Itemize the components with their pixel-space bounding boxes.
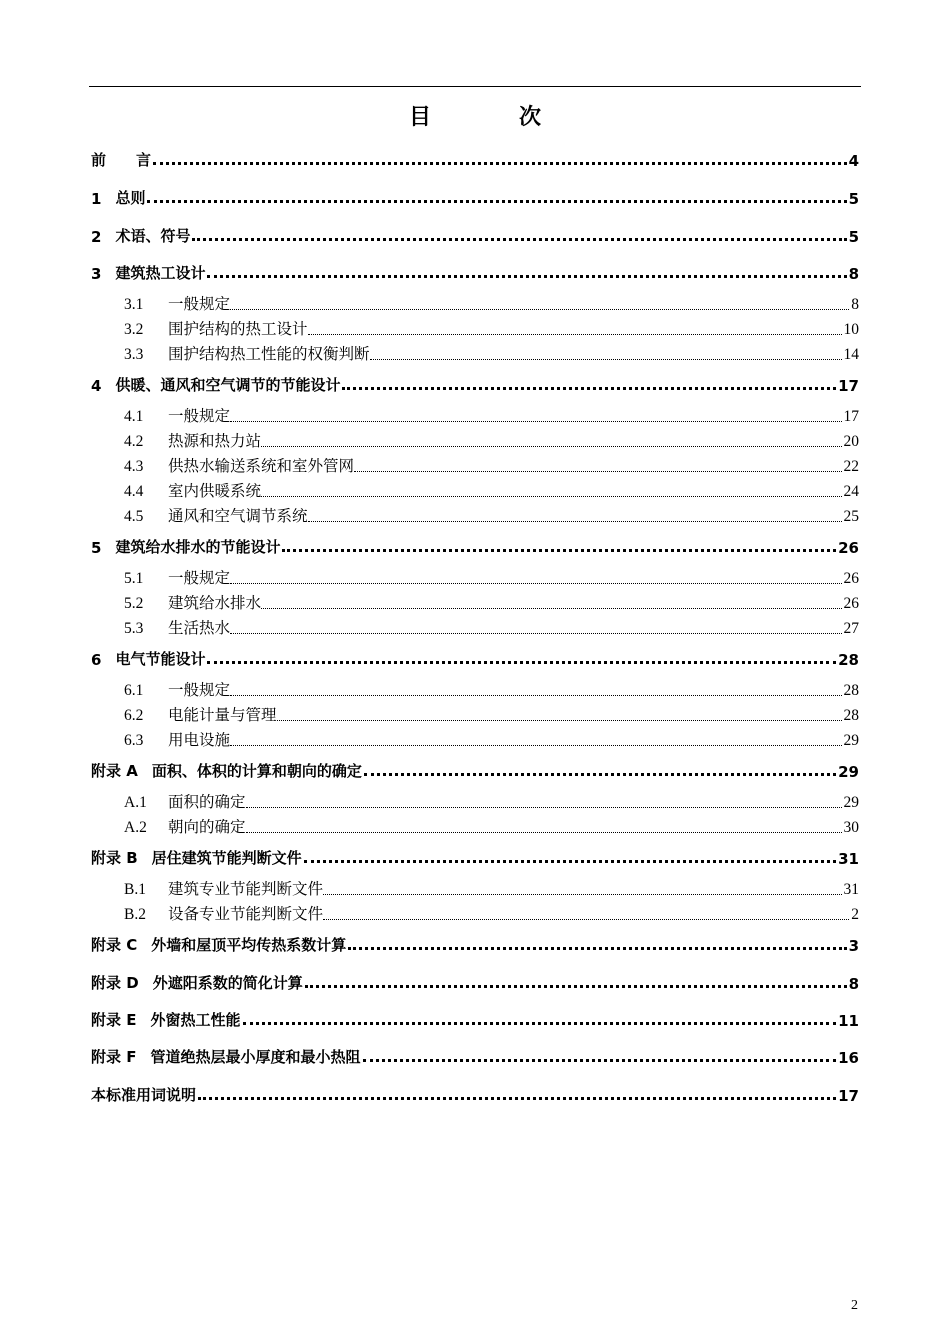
toc-entry-label: 总则 <box>115 189 146 207</box>
toc-entry-label: 管道绝热层最小厚度和最小热阻 <box>150 1048 361 1066</box>
toc-entry-number: B.1 <box>124 881 146 898</box>
toc-dot-leader <box>370 355 842 360</box>
toc-entry-page: 5 <box>848 228 859 246</box>
toc-dot-leader <box>354 467 841 472</box>
toc-entry-number: 4.5 <box>124 508 144 525</box>
toc-section-entry[interactable] <box>91 342 859 364</box>
toc-section-entry[interactable] <box>91 591 859 613</box>
toc-section-entry[interactable] <box>91 504 859 526</box>
toc-entry-number: 附录 C <box>91 936 138 954</box>
toc-dot-leader <box>230 629 841 634</box>
toc-dot-leader <box>147 196 846 203</box>
toc-entry-label: 建筑给水排水 <box>168 595 262 612</box>
toc-entry-page: 20 <box>843 433 859 450</box>
toc-dot-leader <box>323 915 849 920</box>
toc-entry-page: 11 <box>838 1012 859 1030</box>
toc-entry-number: 附录 B <box>91 849 138 867</box>
toc-section-entry[interactable] <box>91 815 859 837</box>
toc-entry-page: 30 <box>843 819 859 836</box>
toc-dot-leader <box>261 492 841 497</box>
toc-entry-page: 26 <box>843 570 859 587</box>
toc-entry-page: 2 <box>851 906 859 923</box>
toc-entry-label: 围护结构热工性能的权衡判断 <box>168 346 370 363</box>
toc-chapter-entry[interactable] <box>91 1045 859 1067</box>
toc-entry-label: 室内供暖系统 <box>168 483 262 500</box>
page-number: 2 <box>851 1298 858 1313</box>
toc-section-entry[interactable] <box>91 479 859 501</box>
toc-entry-number: A.2 <box>124 819 147 836</box>
toc-entry-page: 24 <box>843 483 859 500</box>
toc-dot-leader <box>261 604 841 609</box>
toc-entry-label: 通风和空气调节系统 <box>168 508 308 525</box>
page-title: 目 次 <box>408 105 574 130</box>
header-rule <box>89 86 861 87</box>
toc-chapter-entry[interactable] <box>91 224 859 246</box>
toc-section-entry[interactable] <box>91 790 859 812</box>
toc-dot-leader <box>207 657 836 664</box>
toc-dot-leader <box>261 442 841 447</box>
toc-entry-page: 5 <box>848 190 859 208</box>
toc-entry-page: 17 <box>843 408 859 425</box>
toc-entry-label: 一般规定 <box>168 682 231 699</box>
toc-entry-page: 22 <box>843 458 859 475</box>
toc-entry-page: 14 <box>843 346 859 363</box>
toc-entry-number: 6.1 <box>124 682 144 699</box>
toc-entry-label: 外遮阳系数的简化计算 <box>152 974 303 992</box>
toc-entry-number: A.1 <box>124 794 147 811</box>
toc-chapter-entry[interactable] <box>91 759 859 781</box>
toc-entry-page: 10 <box>843 321 859 338</box>
toc-dot-leader <box>230 691 841 696</box>
toc-entry-number: 6 <box>91 651 102 669</box>
toc-entry-label: 电能计量与管理 <box>168 707 277 724</box>
toc-dot-leader <box>230 305 849 310</box>
toc-entry-page: 28 <box>843 707 859 724</box>
toc-dot-leader <box>207 271 846 278</box>
toc-entry-label: 朝向的确定 <box>168 819 246 836</box>
toc-entry-label: 外墙和屋顶平均传热系数计算 <box>151 936 347 954</box>
toc-dot-leader <box>243 1018 837 1025</box>
toc-entry-page: 31 <box>843 881 859 898</box>
toc-entry-number: 3 <box>91 265 102 283</box>
toc-chapter-entry[interactable] <box>91 535 859 557</box>
toc-entry-number: 4.4 <box>124 483 144 500</box>
toc-entry-number: 5.3 <box>124 620 144 637</box>
toc-section-entry[interactable] <box>91 429 859 451</box>
toc-section-entry[interactable] <box>91 317 859 339</box>
toc-chapter-entry[interactable] <box>91 148 859 170</box>
toc-entry-page: 29 <box>843 732 859 749</box>
toc-section-entry[interactable] <box>91 454 859 476</box>
toc-dot-leader <box>308 517 842 522</box>
toc-entry-number: 附录 A <box>91 762 138 780</box>
toc-section-entry[interactable] <box>91 703 859 725</box>
toc-dot-leader <box>230 741 841 746</box>
toc-chapter-entry[interactable] <box>91 1083 859 1105</box>
toc-entry-label: 一般规定 <box>168 296 231 313</box>
toc-entry-page: 8 <box>848 975 859 993</box>
toc-dot-leader <box>363 1055 837 1062</box>
toc-dot-leader <box>364 769 836 776</box>
toc-section-entry[interactable] <box>91 404 859 426</box>
toc-dot-leader <box>308 330 842 335</box>
toc-entry-label: 供暖、通风和空气调节的节能设计 <box>115 376 341 394</box>
toc-entry-number: 6.2 <box>124 707 144 724</box>
toc-dot-leader <box>342 383 836 390</box>
toc-section-entry[interactable] <box>91 292 859 314</box>
toc-entry-label: 本标准用词说明 <box>91 1086 197 1104</box>
toc-entry-number: 2 <box>91 228 102 246</box>
toc-entry-number: 3.1 <box>124 296 144 313</box>
toc-entry-page: 27 <box>843 620 859 637</box>
toc-dot-leader <box>282 545 836 552</box>
toc-chapter-entry[interactable] <box>91 846 859 868</box>
toc-entry-page: 29 <box>843 794 859 811</box>
toc-entry-page: 28 <box>843 682 859 699</box>
toc-entry-number: 4 <box>91 377 102 395</box>
toc-entry-number: 5 <box>91 539 102 557</box>
toc-chapter-entry[interactable] <box>91 261 859 283</box>
toc-dot-leader <box>304 856 836 863</box>
toc-dot-leader <box>305 981 847 988</box>
toc-entry-page: 26 <box>843 595 859 612</box>
toc-entry-label: 设备专业节能判断文件 <box>168 906 324 923</box>
toc-entry-label: 外窗热工性能 <box>150 1011 241 1029</box>
toc-entry-number: 4.3 <box>124 458 144 475</box>
toc-dot-leader <box>153 158 847 165</box>
toc-chapter-entry[interactable] <box>91 933 859 955</box>
toc-entry-label: 生活热水 <box>168 620 231 637</box>
toc-section-entry[interactable] <box>91 678 859 700</box>
toc-entry-page: 3 <box>848 937 859 955</box>
toc-entry-page: 8 <box>848 265 859 283</box>
toc-entry-number: 6.3 <box>124 732 144 749</box>
toc-entry-label: 面积的确定 <box>168 794 246 811</box>
toc-entry-label: 围护结构的热工设计 <box>168 321 308 338</box>
toc-entry-label: 建筑给水排水的节能设计 <box>115 538 281 556</box>
toc-chapter-entry[interactable] <box>91 1008 859 1030</box>
toc-entry-label: 建筑热工设计 <box>115 264 206 282</box>
toc-dot-leader <box>246 803 842 808</box>
toc-entry-number: 5.2 <box>124 595 144 612</box>
toc-entry-number: 附录 E <box>91 1011 137 1029</box>
toc-entry-page: 17 <box>838 377 859 395</box>
toc-entry-label: 供热水输送系统和室外管网 <box>168 458 355 475</box>
toc-chapter-entry[interactable] <box>91 971 859 993</box>
toc-entry-number: B.2 <box>124 906 146 923</box>
toc-chapter-entry[interactable] <box>91 647 859 669</box>
toc-entry-label: 建筑专业节能判断文件 <box>168 881 324 898</box>
toc-entry-label: 一般规定 <box>168 570 231 587</box>
toc-entry-label: 用电设施 <box>168 732 231 749</box>
toc-dot-leader <box>348 943 846 950</box>
toc-entry-number: 3.3 <box>124 346 144 363</box>
toc-dot-leader <box>198 1093 836 1100</box>
toc-entry-label: 热源和热力站 <box>168 433 262 450</box>
toc-dot-leader <box>230 579 841 584</box>
toc-dot-leader <box>277 716 842 721</box>
toc-entry-label: 术语、符号 <box>115 227 191 245</box>
toc-entry-number: 4.1 <box>124 408 144 425</box>
toc-entry-page: 29 <box>838 763 859 781</box>
toc-dot-leader <box>246 828 842 833</box>
toc-entry-label: 电气节能设计 <box>115 650 206 668</box>
toc-entry-number: 4.2 <box>124 433 144 450</box>
toc-entry-label: 居住建筑节能判断文件 <box>151 849 302 867</box>
toc-entry-number: 3.2 <box>124 321 144 338</box>
toc-entry-page: 16 <box>838 1049 859 1067</box>
toc-chapter-entry[interactable] <box>91 373 859 395</box>
toc-section-entry[interactable] <box>91 728 859 750</box>
toc-entry-label: 面积、体积的计算和朝向的确定 <box>151 762 362 780</box>
toc-section-entry[interactable] <box>91 566 859 588</box>
toc-entry-page: 26 <box>838 539 859 557</box>
toc-entry-page: 25 <box>843 508 859 525</box>
toc-section-entry[interactable] <box>91 902 859 924</box>
toc-entry-number: 5.1 <box>124 570 144 587</box>
toc-entry-number: 附录 F <box>91 1048 137 1066</box>
toc-chapter-entry[interactable] <box>91 186 859 208</box>
toc-entry-label: 一般规定 <box>168 408 231 425</box>
toc-entry-page: 8 <box>851 296 859 313</box>
toc-section-entry[interactable] <box>91 877 859 899</box>
toc-dot-leader <box>192 234 846 241</box>
toc-entry-number: 1 <box>91 190 102 208</box>
toc-entry-number: 附录 D <box>91 974 139 992</box>
toc-entry-page: 4 <box>848 152 859 170</box>
toc-section-entry[interactable] <box>91 616 859 638</box>
toc-entry-page: 17 <box>838 1087 859 1105</box>
toc-entry-label: 前 言 <box>91 151 152 169</box>
toc-dot-leader <box>323 890 841 895</box>
toc-dot-leader <box>230 417 841 422</box>
toc-entry-page: 31 <box>838 850 859 868</box>
toc-entry-page: 28 <box>838 651 859 669</box>
